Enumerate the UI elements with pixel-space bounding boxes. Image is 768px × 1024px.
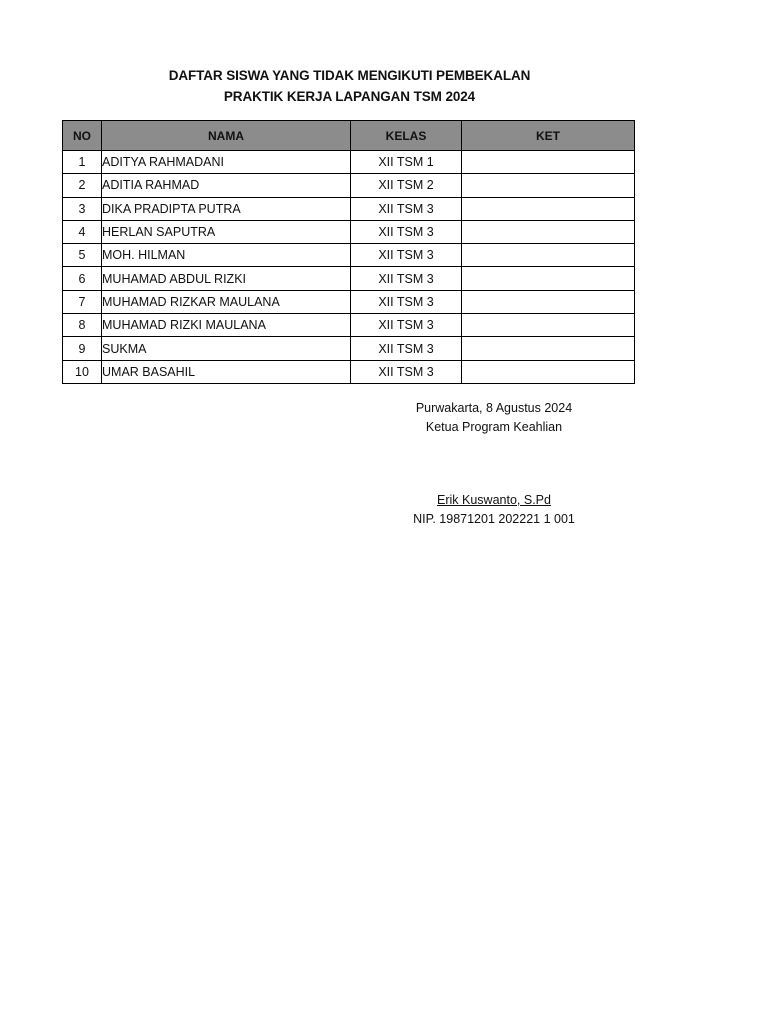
cell-ket (462, 337, 635, 360)
cell-kelas: XII TSM 3 (351, 244, 462, 267)
table-row (63, 220, 635, 243)
cell-no: 2 (63, 174, 102, 197)
cell-kelas: XII TSM 3 (351, 314, 462, 337)
table-row (63, 174, 635, 197)
cell-kelas: XII TSM 3 (351, 360, 462, 383)
cell-no: 3 (63, 197, 102, 220)
cell-nama: HERLAN SAPUTRA (102, 220, 351, 243)
cell-ket (462, 290, 635, 313)
table-row (63, 151, 635, 174)
cell-kelas: XII TSM 3 (351, 197, 462, 220)
cell-ket (462, 360, 635, 383)
cell-no: 9 (63, 337, 102, 360)
header-ket: KET (462, 121, 635, 151)
cell-no: 1 (63, 151, 102, 174)
table-header-row (63, 121, 635, 151)
table-row (63, 197, 635, 220)
cell-kelas: XII TSM 2 (351, 174, 462, 197)
header-nama: NAMA (102, 121, 351, 151)
cell-no: 4 (63, 220, 102, 243)
document-title-line2: PRAKTIK KERJA LAPANGAN TSM 2024 (223, 89, 476, 104)
signature-name: Erik Kuswanto, S.Pd (437, 493, 551, 507)
cell-ket (462, 220, 635, 243)
cell-nama: DIKA PRADIPTA PUTRA (102, 197, 351, 220)
cell-nama: ADITYA RAHMADANI (102, 151, 351, 174)
table-row (63, 244, 635, 267)
cell-nama: SUKMA (102, 337, 351, 360)
cell-nama: MUHAMAD ABDUL RIZKI (102, 267, 351, 290)
cell-ket (462, 174, 635, 197)
header-no: NO (63, 121, 102, 151)
table-row (63, 290, 635, 313)
header-kelas: KELAS (351, 121, 462, 151)
cell-ket (462, 267, 635, 290)
cell-ket (462, 244, 635, 267)
cell-ket (462, 151, 635, 174)
cell-nama: MOH. HILMAN (102, 244, 351, 267)
cell-no: 7 (63, 290, 102, 313)
cell-no: 6 (63, 267, 102, 290)
cell-ket (462, 314, 635, 337)
table-row (63, 267, 635, 290)
cell-kelas: XII TSM 3 (351, 337, 462, 360)
student-table (62, 120, 635, 384)
signature-role: Ketua Program Keahlian (425, 420, 563, 434)
cell-kelas: XII TSM 3 (351, 220, 462, 243)
cell-nama: MUHAMAD RIZKI MAULANA (102, 314, 351, 337)
table-row (63, 314, 635, 337)
cell-kelas: XII TSM 1 (351, 151, 462, 174)
table-row (63, 360, 635, 383)
cell-ket (462, 197, 635, 220)
cell-nama: ADITIA RAHMAD (102, 174, 351, 197)
cell-kelas: XII TSM 3 (351, 267, 462, 290)
signature-place-date: Purwakarta, 8 Agustus 2024 (415, 401, 573, 415)
cell-no: 10 (63, 360, 102, 383)
cell-no: 5 (63, 244, 102, 267)
signature-nip: NIP. 19871201 202221 1 001 (413, 512, 575, 526)
cell-nama: UMAR BASAHIL (102, 360, 351, 383)
table-row (63, 337, 635, 360)
cell-no: 8 (63, 314, 102, 337)
cell-nama: MUHAMAD RIZKAR MAULANA (102, 290, 351, 313)
document-title-line1: DAFTAR SISWA YANG TIDAK MENGIKUTI PEMBEKALAN (168, 68, 531, 83)
cell-kelas: XII TSM 3 (351, 290, 462, 313)
